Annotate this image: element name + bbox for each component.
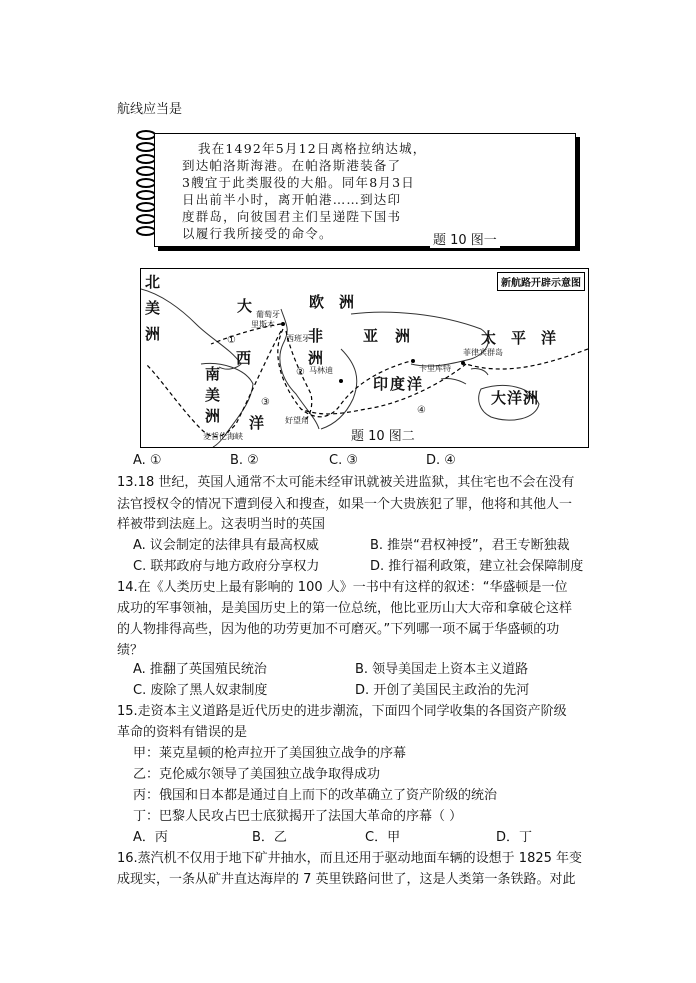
q15-item: 乙：克伦威尔领导了美国独立战争取得成功 [133, 767, 381, 782]
map-label: 北 [145, 273, 161, 291]
quote-line: 日出前半小时，离开帕港……到达印 [182, 192, 402, 207]
map-title: 新航路开辟示意图 [497, 272, 585, 291]
map-small-label: 好望角 [285, 416, 309, 425]
route-map [140, 268, 589, 448]
map-small-label: 麦哲伦海峡 [203, 432, 243, 441]
q15-item: 丙：俄国和日本都是通过自上而下的改革确立了资产阶级的统治 [133, 788, 498, 803]
map-label: 非 [308, 327, 324, 345]
map-label: 洲 [339, 293, 355, 311]
quote-line: 以履行我所接受的命令。 [182, 226, 333, 241]
map-label: 亚 [363, 327, 379, 345]
map-label: 大 [237, 297, 253, 315]
map-label: 美 [205, 386, 221, 404]
map-small-label: 卡里库特 [419, 364, 451, 373]
q12-option-b[interactable]: B. ② [230, 453, 259, 468]
route-number: ① [227, 335, 236, 346]
map-small-label: 里斯本 [251, 320, 275, 329]
q15-item: 甲：莱克星顿的枪声拉开了美国独立战争的序幕 [133, 746, 407, 761]
q14-stem-line: 14.在《人类历史上最有影响的 100 人》一书中有这样的叙述：“华盛顿是一位 [117, 580, 568, 595]
quote-line: 3艘宜于此类服役的大船。同年8月3日 [182, 175, 415, 190]
q14-stem-line: 成功的军事领袖，是美国历史上的第一位总统，他比亚历山大大帝和拿破仑这样 [117, 601, 573, 616]
map-label: 欧 [309, 293, 325, 311]
quote-line: 我在1492年5月12日离格拉纳达城， [198, 141, 427, 156]
route-number: ② [296, 367, 305, 378]
map-label: 南 [205, 365, 221, 383]
quote-caption: 题 10 图一 [430, 229, 500, 248]
map-small-label: 马林迪 [309, 366, 333, 375]
q15-stem-line: 15.走资本主义道路是近代历史的进步潮流，下面四个同学收集的各国资产阶级 [117, 704, 567, 719]
map-small-label: 菲律宾群岛 [463, 348, 503, 357]
q13-stem-line: 13.18 世纪，英国人通常不太可能未经审讯就被关进监狱，其住宅也不会在没有 [117, 475, 575, 490]
map-label: 洲 [395, 327, 411, 345]
map-label: 洲 [145, 325, 161, 343]
q13-option-a[interactable]: A. 议会制定的法律具有最高权威 [133, 538, 319, 553]
q15-option-a[interactable]: A．丙 [133, 830, 168, 845]
map-label: 洲 [205, 407, 221, 425]
map-small-label: 西班牙 [286, 334, 310, 343]
intro-line: 航线应当是 [117, 102, 183, 117]
q15-stem-line: 革命的资料有错误的是 [117, 725, 248, 740]
q13-option-d[interactable]: D. 推行福利政策，建立社会保障制度 [370, 559, 584, 574]
quote-line: 到达帕洛斯海港。在帕洛斯港装备了 [182, 158, 402, 173]
route-number: ④ [417, 405, 426, 416]
route-number: ③ [261, 397, 270, 408]
map-caption: 题 10 图二 [348, 425, 418, 444]
q14-option-b[interactable]: B. 领导美国走上资本主义道路 [355, 662, 529, 677]
map-label: 太 [481, 329, 497, 347]
q12-option-a[interactable]: A. ① [133, 453, 162, 468]
map-label: 平 [511, 329, 527, 347]
q16-stem-line: 成现实，一条从矿井直达海岸的 7 英里铁路问世了，这是人类第一条铁路。对此 [117, 872, 576, 887]
q12-option-d[interactable]: D. ④ [426, 453, 456, 468]
q14-stem-line: 的人物排得高些，因为他的功劳更加不可磨灭。”下列哪一项不属于华盛顿的功 [117, 622, 560, 637]
map-small-label: 葡萄牙 [256, 310, 280, 319]
q14-option-c[interactable]: C. 废除了黑人奴隶制度 [133, 683, 268, 698]
q12-option-c[interactable]: C. ③ [329, 453, 358, 468]
map-label: 大洋洲 [491, 389, 540, 407]
map-label: 洋 [541, 329, 557, 347]
q13-stem-line: 法官授权令的情况下遭到侵入和搜查，如果一个大贵族犯了罪，他将和其他人一 [117, 497, 573, 512]
q15-option-b[interactable]: B．乙 [252, 830, 287, 845]
q15-option-c[interactable]: C．甲 [365, 830, 401, 845]
q13-stem-line: 样被带到法庭上。这表明当时的英国 [117, 517, 326, 532]
map-label: 洋 [249, 414, 265, 432]
q15-option-d[interactable]: D．丁 [496, 830, 533, 845]
q16-stem-line: 16.蒸汽机不仅用于地下矿井抽水，而且还用于驱动地面车辆的设想于 1825 年变 [117, 851, 583, 866]
map-label: 洲 [308, 349, 324, 367]
q15-item: 丁：巴黎人民攻占巴士底狱揭开了法国大革命的序幕（ ） [133, 809, 463, 824]
q14-option-a[interactable]: A. 推翻了英国殖民统治 [133, 662, 267, 677]
quote-line: 度群岛，向彼国君主们呈递陛下国书 [182, 209, 402, 224]
q13-option-b[interactable]: B. 推崇“君权神授”，君王专断独裁 [370, 538, 570, 553]
map-label: 西 [236, 349, 252, 367]
quote-figure [132, 123, 577, 251]
map-label: 印度洋 [373, 375, 425, 393]
q14-option-d[interactable]: D. 开创了美国民主政治的先河 [355, 683, 530, 698]
map-label: 美 [145, 299, 161, 317]
q13-option-c[interactable]: C. 联邦政府与地方政府分享权力 [133, 559, 320, 574]
q14-stem-line: 绩？ [117, 643, 144, 658]
